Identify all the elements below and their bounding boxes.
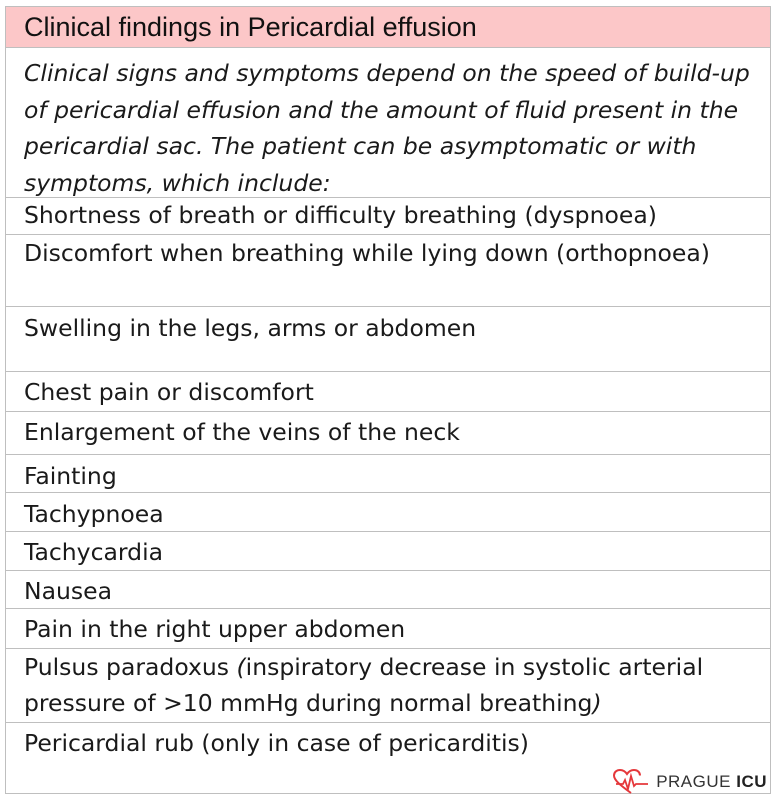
table-row [6,234,770,307]
row-text: Discomfort when breathing while lying down (orthopnoea) [24,239,710,267]
row-text: Tachypnoea [24,500,164,528]
table-row [6,197,770,235]
table-header [6,7,770,48]
row-text: Shortness of breath or difficulty breathing (dyspnoea) [24,201,657,229]
table-row [6,371,770,412]
table-row [6,454,770,493]
row-text: Nausea [24,577,112,605]
table-row [6,531,770,571]
table-row [6,492,770,532]
row-text: Swelling in the legs, arms or abdomen [24,314,477,342]
pulsus-label: Pulsus paradoxus [24,653,237,681]
row-text: Pain in the right upper abdomen [24,615,406,643]
table-row [6,306,770,372]
pulsus-paren-open: ( [236,653,246,681]
row-text: Chest pain or discomfort [24,378,314,406]
table-row [6,608,770,649]
logo-text [656,772,767,792]
table-row [6,411,770,455]
findings-table [5,6,771,794]
logo-text-icu: ICU [736,772,767,791]
row-text: Tachycardia [24,538,164,566]
heart-ecg-icon [612,769,650,795]
table-row [6,570,770,609]
pulsus-paren-close: ) [592,689,602,717]
logo-text-prague: PRAGUE [656,772,731,791]
row-text: Enlargement of the veins of the neck [24,418,460,446]
intro-text: Clinical signs and symptoms depend on the speed of build-up of pericardial effusion and the amount of fluid present in the pericardial sac. The patient can be asymptomatic or with symptoms, which include: [24,59,750,197]
pulsus-definition: inspiratory decrease in systolic arterial pressure of >10 mmHg during normal breathing [24,653,704,717]
table-title: Clinical findings in Pericardial effusion [24,12,477,42]
table-row [6,648,770,723]
prague-icu-logo [612,769,767,795]
row-text: Pericardial rub (only in case of pericarditis) [24,729,529,757]
row-text [24,649,764,721]
row-text: Fainting [24,462,117,490]
